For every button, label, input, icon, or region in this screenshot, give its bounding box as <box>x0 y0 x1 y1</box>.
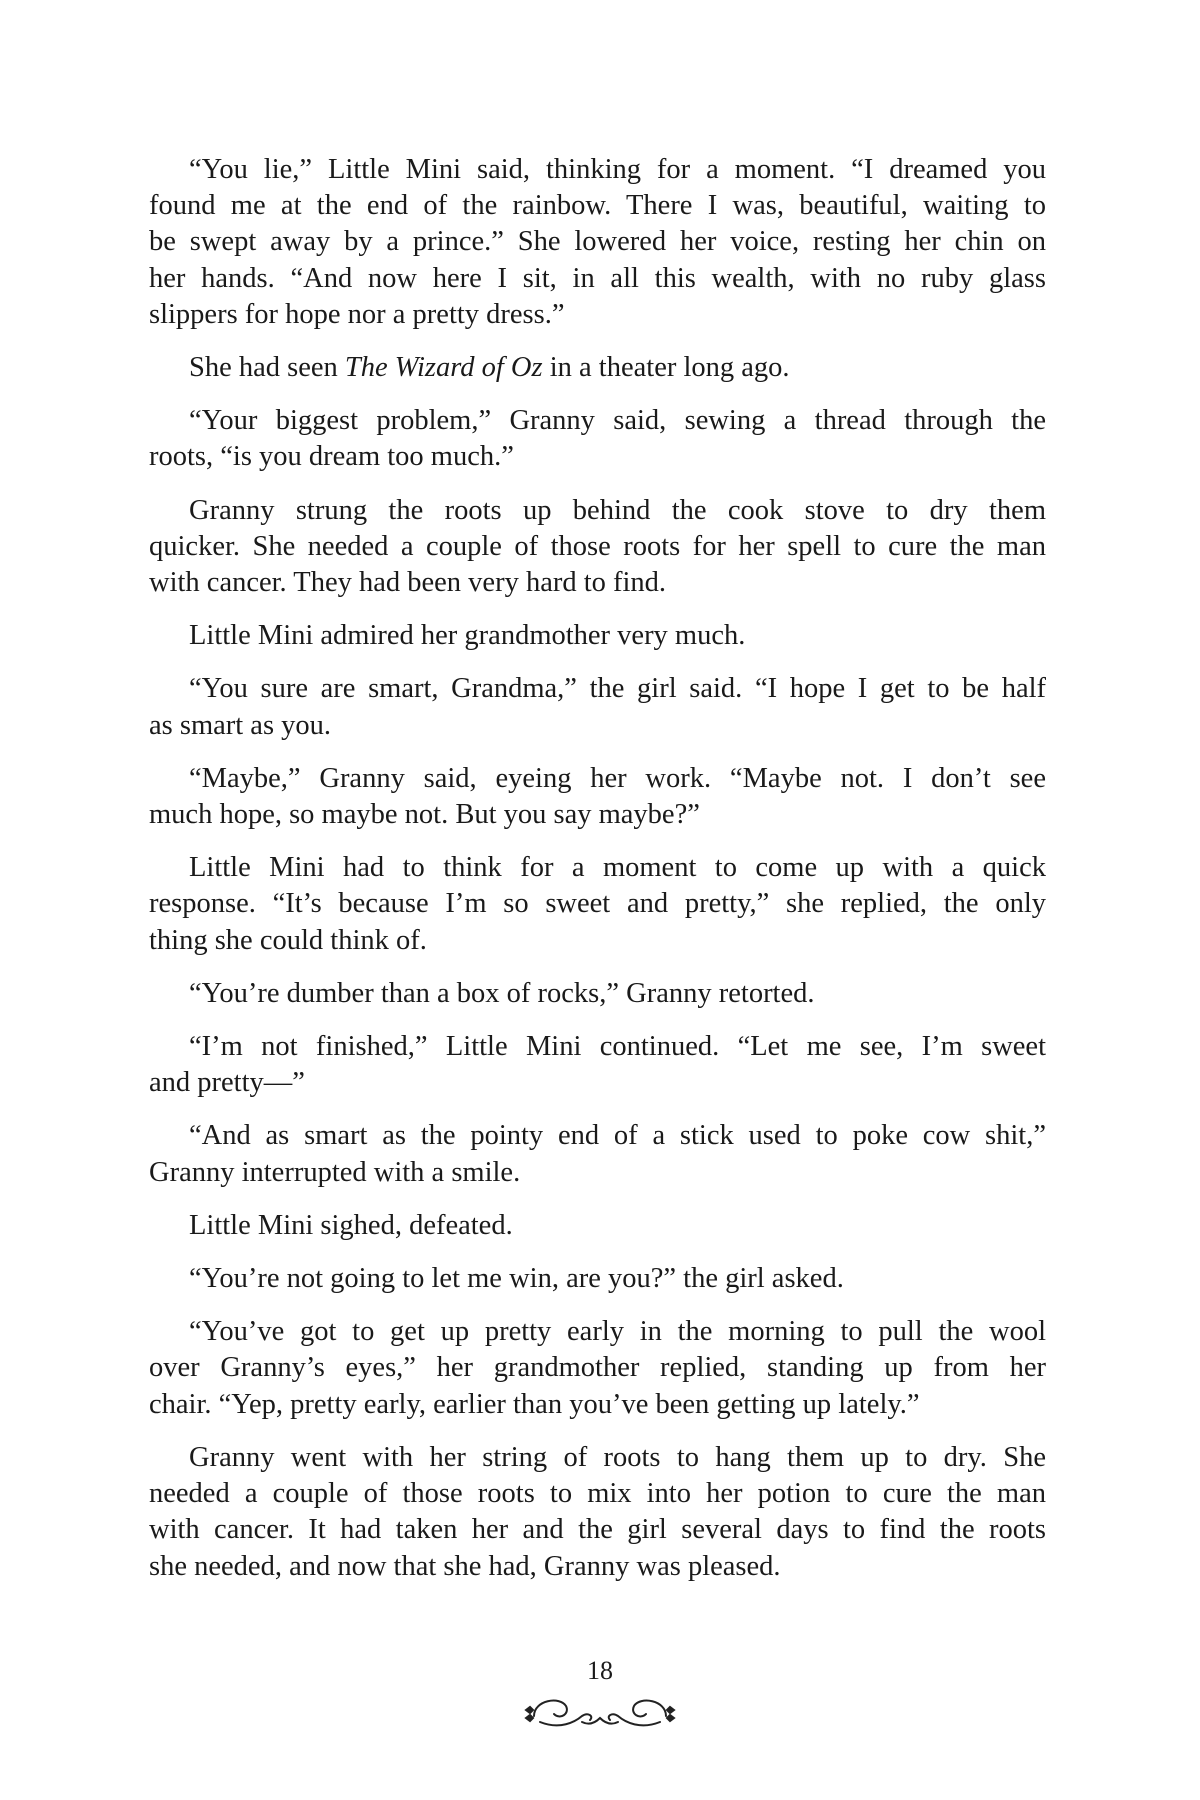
text-line: as smart as you. <box>149 709 332 741</box>
text-line: much hope, so maybe not. But you say maybe?” <box>149 799 700 831</box>
text-line: “You lie,” Little Mini said, thinking for a moment. “I dreamed you <box>189 154 1046 185</box>
text-line: She had seen The Wizard of Oz in a theater long ago. <box>189 352 790 384</box>
text-line: “Maybe,” Granny said, eyeing her work. “Maybe not. I don’t see <box>189 762 1046 794</box>
paragraph <box>149 850 1046 959</box>
text-line: Little Mini had to think for a moment to come up with a quick <box>189 852 1046 884</box>
paragraph <box>149 152 1046 333</box>
italic-title: The Wizard of Oz <box>344 352 543 384</box>
text-line: “Your biggest problem,” Granny said, sewing a thread through the <box>189 405 1046 437</box>
paragraph <box>149 761 1046 833</box>
text-line: Granny went with her string of roots to hang them up to dry. She <box>189 1441 1046 1473</box>
paragraph <box>149 1261 1046 1297</box>
text-line: Granny interrupted with a smile. <box>149 1156 521 1188</box>
paragraph <box>149 1314 1046 1423</box>
text-line: response. “It’s because I’m so sweet and pretty,” she replied, the only <box>149 888 1046 920</box>
page-number: 18 <box>587 1656 613 1685</box>
paragraph <box>149 1208 1046 1244</box>
text-line: needed a couple of those roots to mix into her potion to cure the man <box>149 1478 1046 1510</box>
text-line: “You’re not going to let me win, are you?” the girl asked. <box>189 1263 844 1295</box>
text-line: “I’m not finished,” Little Mini continued. “Let me see, I’m sweet <box>189 1031 1046 1063</box>
text-line: found me at the end of the rainbow. There I was, beautiful, waiting to <box>149 190 1046 222</box>
paragraph <box>149 493 1046 602</box>
text-line: slippers for hope nor a pretty dress.” <box>149 298 565 330</box>
text-line: and pretty—” <box>149 1067 305 1099</box>
paragraph <box>149 671 1046 743</box>
text-line: thing she could think of. <box>149 924 427 956</box>
text-line: be swept away by a prince.” She lowered her voice, resting her chin on <box>149 226 1046 258</box>
text-line: “You sure are smart, Grandma,” the girl said. “I hope I get to be half <box>189 673 1046 705</box>
text-line: roots, “is you dream too much.” <box>149 441 514 473</box>
text-line: “And as smart as the pointy end of a stick used to poke cow shit,” <box>189 1120 1046 1152</box>
ornament-flourish-icon <box>520 1692 680 1732</box>
text-line: her hands. “And now here I sit, in all this wealth, with no ruby glass <box>149 262 1046 294</box>
text-line: she needed, and now that she had, Granny was pleased. <box>149 1550 781 1582</box>
text-line: Little Mini sighed, defeated. <box>189 1209 513 1241</box>
body-text <box>149 152 1046 1602</box>
text-line: Granny strung the roots up behind the cook stove to dry them <box>189 494 1046 526</box>
paragraph <box>149 976 1046 1012</box>
text-line: quicker. She needed a couple of those roots for her spell to cure the man <box>149 530 1046 562</box>
text-line: with cancer. They had been very hard to find. <box>149 567 667 599</box>
paragraph <box>149 1118 1046 1190</box>
text-line: Little Mini admired her grandmother very much. <box>189 620 746 652</box>
paragraph <box>149 618 1046 654</box>
text-line: “You’re dumber than a box of rocks,” Granny retorted. <box>189 977 815 1009</box>
paragraph <box>149 403 1046 475</box>
text-line: chair. “Yep, pretty early, earlier than you’ve been getting up lately.” <box>149 1388 920 1420</box>
text-line: with cancer. It had taken her and the girl several days to find the roots <box>149 1514 1046 1546</box>
paragraph <box>149 350 1046 386</box>
paragraph <box>149 1440 1046 1585</box>
text-line: over Granny’s eyes,” her grandmother replied, standing up from her <box>149 1352 1046 1384</box>
paragraph <box>149 1029 1046 1101</box>
text-line: “You’ve got to get up pretty early in the morning to pull the wool <box>189 1316 1046 1348</box>
